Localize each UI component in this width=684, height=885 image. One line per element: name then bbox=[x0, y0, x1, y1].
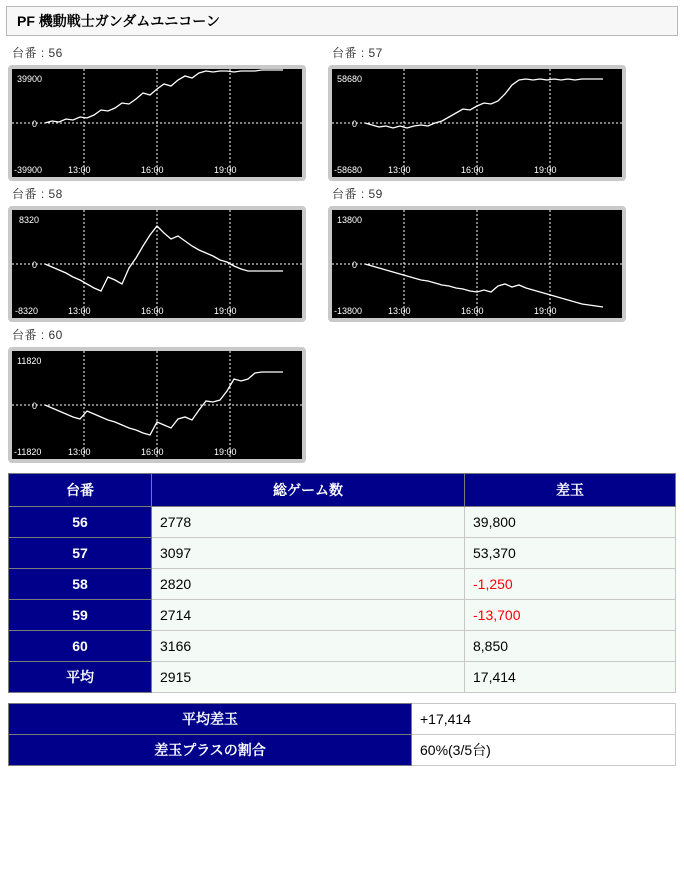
graph-ymin-58: -8320 bbox=[15, 306, 39, 316]
cell-games: 2915 bbox=[152, 662, 465, 693]
results-table bbox=[8, 473, 676, 693]
graph-box-58 bbox=[8, 206, 306, 322]
cell-diff: 39,800 bbox=[465, 507, 676, 538]
graph-label-57: 台番 : 57 bbox=[332, 46, 383, 60]
th-diff: 差玉 bbox=[465, 474, 676, 507]
graph-ymax-56: 39900 bbox=[17, 74, 43, 84]
summary-label-plus-ratio: 差玉プラスの割合 bbox=[9, 735, 412, 766]
graph-ymin-59: -13800 bbox=[334, 306, 363, 316]
graph-grid bbox=[0, 44, 684, 463]
table-row bbox=[9, 507, 676, 538]
summary-value-plus-ratio: 60%(3/5台) bbox=[412, 735, 676, 766]
graph-cell-58 bbox=[8, 185, 306, 322]
graph-xtick-59-1: 16:00 bbox=[461, 306, 484, 316]
graph-box-56 bbox=[8, 65, 306, 181]
graph-ymin-60: -11820 bbox=[14, 447, 42, 457]
graph-ymin-57: -58680 bbox=[334, 165, 363, 175]
graph-xtick-59-2: 19:00 bbox=[534, 306, 557, 316]
table-row-average bbox=[9, 662, 676, 693]
cell-games: 2778 bbox=[152, 507, 465, 538]
graph-xtick-60-0: 13:00 bbox=[68, 447, 91, 457]
graph-ymax-60: 11820 bbox=[17, 356, 42, 366]
graph-row-1 bbox=[8, 44, 676, 181]
graph-cell-57 bbox=[328, 44, 626, 181]
summary-table bbox=[8, 703, 676, 766]
graph-svg-60 bbox=[12, 351, 302, 459]
graph-cell-60 bbox=[8, 326, 306, 463]
th-games: 総ゲーム数 bbox=[152, 474, 465, 507]
cell-unit: 56 bbox=[9, 507, 152, 538]
graph-label-59: 台番 : 59 bbox=[332, 187, 383, 201]
table-header-row bbox=[9, 474, 676, 507]
table-row bbox=[9, 600, 676, 631]
graph-yzero-56: 0 bbox=[32, 119, 38, 129]
graph-yzero-57: 0 bbox=[352, 119, 358, 129]
graph-xtick-56-2: 19:00 bbox=[214, 165, 237, 175]
graph-xtick-59-0: 13:00 bbox=[388, 306, 411, 316]
graph-svg-58 bbox=[12, 210, 302, 318]
graph-box-59 bbox=[328, 206, 626, 322]
graph-label-56: 台番 : 56 bbox=[12, 46, 63, 60]
table-row bbox=[9, 631, 676, 662]
graph-xtick-56-0: 13:00 bbox=[68, 165, 91, 175]
graph-xtick-60-1: 16:00 bbox=[141, 447, 164, 457]
graph-label-58: 台番 : 58 bbox=[12, 187, 63, 201]
summary-row-average-diff bbox=[9, 704, 676, 735]
cell-unit: 平均 bbox=[9, 662, 152, 693]
graph-xtick-58-0: 13:00 bbox=[68, 306, 91, 316]
page-title: PF 機動戦士ガンダムユニコーン bbox=[6, 6, 678, 36]
graph-yzero-58: 0 bbox=[32, 260, 38, 270]
graph-yzero-60: 0 bbox=[32, 401, 38, 411]
cell-unit: 60 bbox=[9, 631, 152, 662]
graph-ymax-57: 58680 bbox=[337, 74, 363, 84]
graph-row-2 bbox=[8, 185, 676, 322]
graph-ymax-59: 13800 bbox=[337, 215, 363, 225]
graph-cell-59 bbox=[328, 185, 626, 322]
summary-row-plus-ratio bbox=[9, 735, 676, 766]
cell-diff: -13,700 bbox=[465, 600, 676, 631]
table-row bbox=[9, 569, 676, 600]
summary-value-average-diff: +17,414 bbox=[412, 704, 676, 735]
cell-unit: 58 bbox=[9, 569, 152, 600]
cell-games: 3097 bbox=[152, 538, 465, 569]
th-unit: 台番 bbox=[9, 474, 152, 507]
graph-label-60: 台番 : 60 bbox=[12, 328, 63, 342]
graph-svg-57 bbox=[332, 69, 622, 177]
page-root bbox=[0, 6, 684, 885]
graph-xtick-57-0: 13:00 bbox=[388, 165, 411, 175]
graph-ymin-56: -39900 bbox=[14, 165, 43, 175]
graph-cell-56 bbox=[8, 44, 306, 181]
cell-games: 3166 bbox=[152, 631, 465, 662]
cell-unit: 57 bbox=[9, 538, 152, 569]
cell-games: 2714 bbox=[152, 600, 465, 631]
graph-xtick-57-1: 16:00 bbox=[461, 165, 484, 175]
cell-diff: 17,414 bbox=[465, 662, 676, 693]
table-row bbox=[9, 538, 676, 569]
graph-yzero-59: 0 bbox=[352, 260, 358, 270]
graph-xtick-58-2: 19:00 bbox=[214, 306, 237, 316]
graph-svg-59 bbox=[332, 210, 622, 318]
cell-diff: 53,370 bbox=[465, 538, 676, 569]
graph-xtick-56-1: 16:00 bbox=[141, 165, 164, 175]
summary-label-average-diff: 平均差玉 bbox=[9, 704, 412, 735]
graph-xtick-60-2: 19:00 bbox=[214, 447, 237, 457]
graph-row-3 bbox=[8, 326, 676, 463]
graph-svg-56 bbox=[12, 69, 302, 177]
cell-diff: -1,250 bbox=[465, 569, 676, 600]
graph-xtick-57-2: 19:00 bbox=[534, 165, 557, 175]
graph-box-60 bbox=[8, 347, 306, 463]
cell-diff: 8,850 bbox=[465, 631, 676, 662]
graph-ymax-58: 8320 bbox=[19, 215, 40, 225]
graph-xtick-58-1: 16:00 bbox=[141, 306, 164, 316]
cell-unit: 59 bbox=[9, 600, 152, 631]
graph-cell-empty bbox=[328, 326, 626, 463]
cell-games: 2820 bbox=[152, 569, 465, 600]
graph-box-57 bbox=[328, 65, 626, 181]
